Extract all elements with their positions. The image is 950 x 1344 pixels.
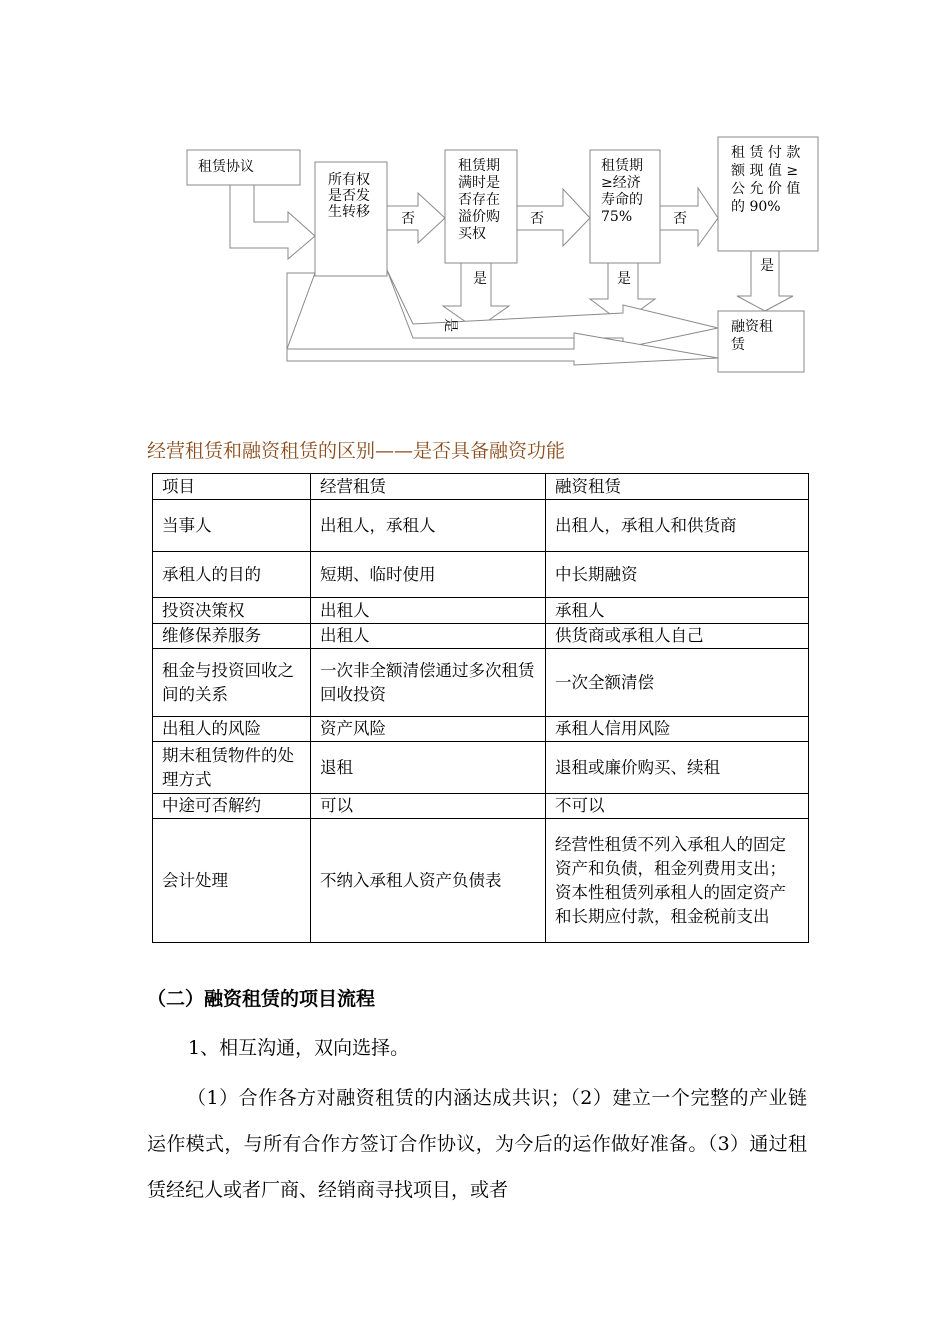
table-cell: 会计处理 bbox=[153, 819, 311, 943]
table-row bbox=[153, 649, 809, 717]
arrow-to-finance-lease-upper bbox=[387, 270, 718, 348]
label-no-1: 否 bbox=[401, 211, 415, 227]
table-cell: 出租人，承租人 bbox=[311, 500, 546, 552]
lease-classification-flowchart bbox=[0, 0, 950, 400]
step-1-heading: 1、相互沟通，双向选择。 bbox=[188, 1037, 410, 1059]
table-cell: 退租 bbox=[311, 742, 546, 794]
table-cell: 不可以 bbox=[546, 794, 809, 819]
table-cell: 经营性租赁不列入承租人的固定资产和负债，租金列费用支出；资本性租赁列承租人的固定资产和长期应付款，租金税前支出 bbox=[546, 819, 809, 943]
box-purchase-option-text: 租赁期 满时是 否存在 溢价购 买权 bbox=[458, 158, 500, 242]
table-cell: 退租或廉价购买、续租 bbox=[546, 742, 809, 794]
table-cell: 租金与投资回收之间的关系 bbox=[153, 649, 311, 717]
table-header-cell: 经营租赁 bbox=[311, 474, 546, 500]
table-cell: 一次全额清偿 bbox=[546, 649, 809, 717]
body-paragraph: （1）合作各方对融资租赁的内涵达成共识；（2）建立一个完整的产业链运作模式，与所有合作方签订合作协议，为今后的运作做好准备。（3）通过租赁经纪人或者厂商、经销商寻找项目，或者 bbox=[147, 1087, 807, 1201]
table-row bbox=[153, 794, 809, 819]
box-pv-90-text: 租 赁 付 款 额 现 值 ≥ 公 允 价 值 的 90% bbox=[731, 145, 801, 215]
table-cell: 出租人，承租人和供货商 bbox=[546, 500, 809, 552]
section-heading: （二）融资租赁的项目流程 bbox=[147, 988, 376, 1010]
table-cell: 中途可否解约 bbox=[153, 794, 311, 819]
table-row bbox=[153, 500, 809, 552]
table-cell: 供货商或承租人自己 bbox=[546, 624, 809, 649]
comparison-title: 经营租赁和融资租赁的区别——是否具备融资功能 bbox=[147, 440, 566, 462]
table-cell: 可以 bbox=[311, 794, 546, 819]
table-cell: 承租人 bbox=[546, 598, 809, 624]
table-header-cell: 项目 bbox=[153, 474, 311, 500]
table-row bbox=[153, 624, 809, 649]
box-ownership-text: 所有权 是否发 生转移 bbox=[328, 172, 370, 220]
table-cell: 承租人信用风险 bbox=[546, 717, 809, 742]
table-row bbox=[153, 552, 809, 598]
table-cell: 承租人的目的 bbox=[153, 552, 311, 598]
box-finance-lease-text: 融资租 赁 bbox=[731, 319, 773, 353]
table-row bbox=[153, 598, 809, 624]
table-cell: 中长期融资 bbox=[546, 552, 809, 598]
table-row bbox=[153, 819, 809, 943]
arrow-no-1 bbox=[387, 193, 445, 243]
table-cell: 资产风险 bbox=[311, 717, 546, 742]
arrow-no-2 bbox=[517, 189, 590, 246]
label-yes-purchase: 是 bbox=[473, 271, 487, 287]
table-cell: 投资决策权 bbox=[153, 598, 311, 624]
table-cell: 出租人的风险 bbox=[153, 717, 311, 742]
table-cell: 期末租赁物件的处理方式 bbox=[153, 742, 311, 794]
table-header-row bbox=[153, 474, 809, 500]
arrow-no-3 bbox=[660, 188, 718, 246]
table-cell: 短期、临时使用 bbox=[311, 552, 546, 598]
box-lease-agreement-text: 租赁协议 bbox=[198, 159, 254, 175]
arrow-agreement-to-ownership bbox=[230, 185, 315, 259]
table-row bbox=[153, 742, 809, 794]
comparison-table bbox=[152, 473, 809, 943]
table-cell: 出租人 bbox=[311, 624, 546, 649]
table-cell: 维修保养服务 bbox=[153, 624, 311, 649]
label-no-2: 否 bbox=[530, 211, 544, 227]
label-yes-ownership: 是 bbox=[442, 318, 458, 332]
table-cell: 出租人 bbox=[311, 598, 546, 624]
label-no-3: 否 bbox=[673, 211, 687, 227]
table-header-cell: 融资租赁 bbox=[546, 474, 809, 500]
table-cell: 不纳入承租人资产负债表 bbox=[311, 819, 546, 943]
table-row bbox=[153, 717, 809, 742]
table-cell: 当事人 bbox=[153, 500, 311, 552]
label-yes-pv: 是 bbox=[760, 258, 774, 274]
label-yes-term: 是 bbox=[617, 271, 631, 287]
table-cell: 一次非全额清偿通过多次租赁回收投资 bbox=[311, 649, 546, 717]
box-term-75-text: 租赁期 ≥经济 寿命的 75% bbox=[601, 158, 643, 225]
